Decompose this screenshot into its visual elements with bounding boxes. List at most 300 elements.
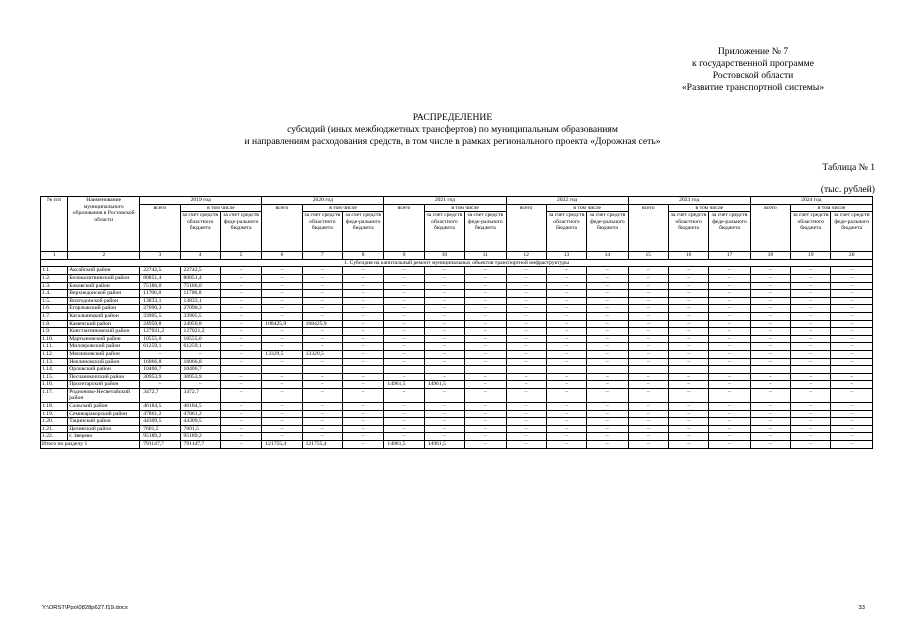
value-cell: 13833,1 xyxy=(140,297,180,305)
value-cell: – xyxy=(587,418,628,426)
header-year: 2020 год xyxy=(262,197,384,205)
municipality-name: Семикаракорский район xyxy=(68,410,140,418)
value-cell: 14961,5 xyxy=(384,441,424,449)
value-cell: – xyxy=(342,290,383,298)
municipality-name: Аксайский район xyxy=(68,267,140,275)
value-cell: – xyxy=(342,312,383,320)
value-cell: – xyxy=(587,403,628,411)
value-cell: – xyxy=(750,425,790,433)
value-cell: – xyxy=(342,297,383,305)
value-cell: – xyxy=(709,358,750,366)
value-cell: – xyxy=(506,343,546,351)
value-cell: – xyxy=(262,418,302,426)
value-cell xyxy=(384,366,424,374)
value-cell: – xyxy=(220,410,261,418)
value-cell xyxy=(750,366,790,374)
value-cell: – xyxy=(506,320,546,328)
row-number: 1.17. xyxy=(41,388,68,402)
value-cell: – xyxy=(342,358,383,366)
value-cell: – xyxy=(709,350,750,358)
row-number: 1.20. xyxy=(41,418,68,426)
header-incl: в том числе xyxy=(791,204,873,212)
value-cell: – xyxy=(302,328,342,336)
value-cell: – xyxy=(831,335,873,343)
value-cell: – xyxy=(140,350,180,358)
value-cell: – xyxy=(262,388,302,402)
header-regional: за счет средств областного бюджета xyxy=(791,212,831,252)
value-cell: – xyxy=(465,418,506,426)
value-cell: – xyxy=(220,358,261,366)
value-cell: – xyxy=(709,282,750,290)
value-cell: – xyxy=(384,274,424,282)
value-cell: – xyxy=(546,441,586,449)
header-no: № п/п xyxy=(41,197,68,252)
value-cell: – xyxy=(302,410,342,418)
value-cell: 791147,7 xyxy=(180,441,220,449)
header-incl: в том числе xyxy=(424,204,506,212)
value-cell: – xyxy=(220,274,261,282)
value-cell: 7601,5 xyxy=(180,425,220,433)
value-cell: – xyxy=(302,335,342,343)
value-cell: – xyxy=(709,433,750,441)
value-cell: – xyxy=(791,320,831,328)
value-cell: – xyxy=(831,350,873,358)
row-number: 1.2. xyxy=(41,274,68,282)
value-cell: – xyxy=(506,425,546,433)
value-cell: – xyxy=(668,381,708,389)
table-row xyxy=(41,305,873,313)
value-cell: – xyxy=(628,312,668,320)
municipality-name: Волгодонской район xyxy=(68,297,140,305)
value-cell xyxy=(220,366,261,374)
value-cell: – xyxy=(791,358,831,366)
distribution-table xyxy=(40,196,873,449)
value-cell: – xyxy=(424,335,464,343)
value-cell: – xyxy=(342,267,383,275)
value-cell: – xyxy=(628,328,668,336)
value-cell: – xyxy=(384,320,424,328)
value-cell xyxy=(831,366,873,374)
value-cell: – xyxy=(220,343,261,351)
header-total: всего xyxy=(506,204,546,252)
value-cell: – xyxy=(668,297,708,305)
value-cell: – xyxy=(587,358,628,366)
header-regional: за счет средств областного бюджета xyxy=(302,212,342,252)
value-cell: 75186,0 xyxy=(180,282,220,290)
column-index-cell: 18 xyxy=(750,252,790,260)
total-label: Итого по разделу 1 xyxy=(41,441,140,449)
value-cell: – xyxy=(587,350,628,358)
value-cell: – xyxy=(546,305,586,313)
value-cell: – xyxy=(587,290,628,298)
header-incl: в том числе xyxy=(302,204,384,212)
value-cell: – xyxy=(384,343,424,351)
value-cell: 80851,4 xyxy=(140,274,180,282)
value-cell: – xyxy=(831,388,873,402)
value-cell: – xyxy=(791,425,831,433)
value-cell: – xyxy=(587,312,628,320)
value-cell: – xyxy=(342,410,383,418)
value-cell: – xyxy=(384,312,424,320)
value-cell: – xyxy=(424,418,464,426)
value-cell: – xyxy=(709,410,750,418)
value-cell: – xyxy=(506,274,546,282)
value-cell: 121755,4 xyxy=(262,441,302,449)
row-number: 1.11. xyxy=(41,343,68,351)
value-cell: – xyxy=(587,282,628,290)
value-cell: – xyxy=(262,267,302,275)
value-cell: – xyxy=(465,403,506,411)
section-title: 1. Субсидия на капитальный ремонт муниципальных объектов транспортной инфраструктуры xyxy=(41,259,873,267)
value-cell: – xyxy=(342,305,383,313)
value-cell: – xyxy=(506,290,546,298)
value-cell: 22742,5 xyxy=(140,267,180,275)
value-cell: – xyxy=(668,343,708,351)
value-cell: – xyxy=(384,403,424,411)
column-index-cell: 20 xyxy=(831,252,873,260)
value-cell: – xyxy=(546,350,586,358)
value-cell: – xyxy=(791,403,831,411)
value-cell: – xyxy=(628,274,668,282)
value-cell: – xyxy=(750,350,790,358)
municipality-name: Сальский район xyxy=(68,403,140,411)
value-cell: – xyxy=(465,388,506,402)
value-cell: – xyxy=(628,350,668,358)
value-cell: – xyxy=(220,282,261,290)
row-number: 1.4. xyxy=(41,290,68,298)
table-row xyxy=(41,433,873,441)
value-cell: – xyxy=(220,328,261,336)
header-regional: за счет средств областного бюджета xyxy=(424,212,464,252)
value-cell: – xyxy=(546,267,586,275)
header-year: 2022 год xyxy=(506,197,628,205)
value-cell xyxy=(262,366,302,374)
value-cell: – xyxy=(465,350,506,358)
page-number: 33 xyxy=(858,605,865,611)
value-cell: – xyxy=(750,335,790,343)
value-cell: – xyxy=(506,350,546,358)
value-cell xyxy=(302,366,342,374)
value-cell: – xyxy=(546,388,586,402)
value-cell: 13833,1 xyxy=(180,297,220,305)
table-row xyxy=(41,343,873,351)
value-cell: 44309,5 xyxy=(180,418,220,426)
value-cell: – xyxy=(587,320,628,328)
value-cell: – xyxy=(668,418,708,426)
value-cell: – xyxy=(587,410,628,418)
value-cell: – xyxy=(628,305,668,313)
value-cell: – xyxy=(750,410,790,418)
value-cell: – xyxy=(424,267,464,275)
table-row xyxy=(41,418,873,426)
value-cell: – xyxy=(546,358,586,366)
value-cell: – xyxy=(587,274,628,282)
value-cell: – xyxy=(668,282,708,290)
value-cell: – xyxy=(342,433,383,441)
value-cell: – xyxy=(465,441,506,449)
value-cell: – xyxy=(628,290,668,298)
value-cell: – xyxy=(668,335,708,343)
appendix-line: к государственной программе xyxy=(692,58,814,69)
value-cell: – xyxy=(628,388,668,402)
value-cell: – xyxy=(628,320,668,328)
value-cell: – xyxy=(424,425,464,433)
table-row xyxy=(41,366,873,374)
value-cell: – xyxy=(546,381,586,389)
value-cell: – xyxy=(831,373,873,381)
value-cell: – xyxy=(262,312,302,320)
value-cell xyxy=(587,366,628,374)
value-cell: – xyxy=(506,305,546,313)
column-index-cell: 4 xyxy=(180,252,220,260)
column-index-cell: 2 xyxy=(68,252,140,260)
value-cell: – xyxy=(342,403,383,411)
value-cell: – xyxy=(424,274,464,282)
value-cell: – xyxy=(668,328,708,336)
value-cell: – xyxy=(302,425,342,433)
header-year: 2024 год xyxy=(750,197,872,205)
table-row xyxy=(41,358,873,366)
value-cell: – xyxy=(628,335,668,343)
value-cell: – xyxy=(220,441,261,449)
header-federal: за счет средств феде-рального бюджета xyxy=(342,212,383,252)
value-cell: – xyxy=(709,267,750,275)
value-cell: – xyxy=(668,312,708,320)
value-cell: – xyxy=(220,373,261,381)
value-cell: 108425,9 xyxy=(262,320,302,328)
value-cell: – xyxy=(424,388,464,402)
value-cell: – xyxy=(384,388,424,402)
value-cell: – xyxy=(546,403,586,411)
value-cell: – xyxy=(302,418,342,426)
table-row xyxy=(41,267,873,275)
column-index-cell: 14 xyxy=(587,252,628,260)
value-cell: 47861,2 xyxy=(180,410,220,418)
table-row xyxy=(41,381,873,389)
title-line: и направлениям расходования средств, в том числе в рамках регионального проекта «Дорожная сеть» xyxy=(244,136,661,147)
value-cell: – xyxy=(791,274,831,282)
column-index-cell: 10 xyxy=(424,252,464,260)
row-number: 1.5. xyxy=(41,297,68,305)
municipality-name: г. Зверево xyxy=(68,433,140,441)
value-cell: – xyxy=(384,282,424,290)
header-federal: за счет средств феде-рального бюджета xyxy=(709,212,750,252)
value-cell: – xyxy=(709,328,750,336)
header-incl: в том числе xyxy=(546,204,628,212)
table-row xyxy=(41,290,873,298)
value-cell xyxy=(465,366,506,374)
value-cell: – xyxy=(220,305,261,313)
value-cell: – xyxy=(465,381,506,389)
value-cell: – xyxy=(831,282,873,290)
table-row xyxy=(41,373,873,381)
value-cell: 95189,2 xyxy=(180,433,220,441)
value-cell: 24950,8 xyxy=(140,320,180,328)
value-cell: – xyxy=(302,433,342,441)
table-row xyxy=(41,335,873,343)
value-cell: – xyxy=(831,267,873,275)
value-cell: 791147,7 xyxy=(140,441,180,449)
value-cell: – xyxy=(750,381,790,389)
value-cell: – xyxy=(587,343,628,351)
value-cell: – xyxy=(424,290,464,298)
column-index-cell: 12 xyxy=(506,252,546,260)
value-cell: – xyxy=(465,312,506,320)
header-row-years xyxy=(41,197,873,205)
value-cell: 13329,5 xyxy=(302,350,342,358)
value-cell: – xyxy=(587,297,628,305)
municipality-name: Боковский район xyxy=(68,282,140,290)
appendix-line: «Развитие транспортной системы» xyxy=(681,82,825,93)
value-cell: – xyxy=(668,305,708,313)
value-cell: – xyxy=(506,388,546,402)
header-federal: за счет средств феде-рального бюджета xyxy=(465,212,506,252)
value-cell: – xyxy=(831,418,873,426)
units-label: (тыс. рублей) xyxy=(820,184,875,195)
value-cell: – xyxy=(342,328,383,336)
value-cell: – xyxy=(424,312,464,320)
value-cell: 30953,9 xyxy=(180,373,220,381)
value-cell: – xyxy=(750,282,790,290)
value-cell: 10555,0 xyxy=(180,335,220,343)
value-cell: – xyxy=(465,343,506,351)
row-number: 1.12. xyxy=(41,350,68,358)
value-cell: – xyxy=(791,290,831,298)
value-cell: – xyxy=(831,328,873,336)
value-cell: – xyxy=(750,433,790,441)
value-cell: – xyxy=(506,373,546,381)
value-cell: – xyxy=(750,305,790,313)
value-cell: – xyxy=(587,433,628,441)
value-cell: – xyxy=(709,418,750,426)
value-cell: – xyxy=(668,403,708,411)
value-cell: 33905,5 xyxy=(140,312,180,320)
value-cell: – xyxy=(750,290,790,298)
value-cell: – xyxy=(506,312,546,320)
value-cell: – xyxy=(791,373,831,381)
municipality-name: Мартыновский район xyxy=(68,335,140,343)
value-cell: – xyxy=(384,290,424,298)
value-cell: – xyxy=(506,381,546,389)
value-cell: – xyxy=(628,343,668,351)
value-cell: – xyxy=(668,441,708,449)
value-cell: – xyxy=(750,274,790,282)
value-cell: – xyxy=(262,290,302,298)
value-cell: – xyxy=(668,388,708,402)
value-cell: – xyxy=(668,350,708,358)
column-index-cell: 5 xyxy=(220,252,261,260)
value-cell: – xyxy=(302,267,342,275)
column-index-cell: 19 xyxy=(791,252,831,260)
value-cell: – xyxy=(506,335,546,343)
value-cell: – xyxy=(546,328,586,336)
value-cell: – xyxy=(791,328,831,336)
value-cell: – xyxy=(302,403,342,411)
value-cell: – xyxy=(791,312,831,320)
table-number: Таблица № 1 xyxy=(822,162,875,173)
value-cell: – xyxy=(587,305,628,313)
value-cell: – xyxy=(791,388,831,402)
column-index-cell: 8 xyxy=(342,252,383,260)
value-cell: – xyxy=(342,274,383,282)
value-cell: 44309,5 xyxy=(140,418,180,426)
row-number: 1.14. xyxy=(41,366,68,374)
value-cell xyxy=(546,366,586,374)
value-cell: – xyxy=(220,350,261,358)
value-cell: – xyxy=(546,433,586,441)
value-cell: – xyxy=(709,381,750,389)
value-cell: – xyxy=(424,328,464,336)
header-federal: за счет средств феде-рального бюджета xyxy=(831,212,873,252)
value-cell: – xyxy=(342,343,383,351)
value-cell: 14961,5 xyxy=(424,381,464,389)
value-cell: – xyxy=(831,403,873,411)
value-cell: 108425,9 xyxy=(302,320,342,328)
municipality-name: Белокалитвинский район xyxy=(68,274,140,282)
value-cell: – xyxy=(628,433,668,441)
value-cell: 47861,2 xyxy=(140,410,180,418)
value-cell xyxy=(628,366,668,374)
municipality-name: Песчанокопский район xyxy=(68,373,140,381)
value-cell: – xyxy=(342,441,383,449)
header-federal: за счет средств феде-рального бюджета xyxy=(587,212,628,252)
value-cell: – xyxy=(791,305,831,313)
row-number: 1.1. xyxy=(41,267,68,275)
value-cell: – xyxy=(262,403,302,411)
column-index-cell: 6 xyxy=(262,252,302,260)
value-cell: – xyxy=(302,297,342,305)
value-cell: – xyxy=(668,290,708,298)
value-cell: 80851,4 xyxy=(180,274,220,282)
row-number: 1.15. xyxy=(41,373,68,381)
header-regional: за счет средств областного бюджета xyxy=(668,212,708,252)
value-cell: 14961,5 xyxy=(424,441,464,449)
value-cell: – xyxy=(668,358,708,366)
value-cell: – xyxy=(384,410,424,418)
value-cell: – xyxy=(750,312,790,320)
value-cell: – xyxy=(220,403,261,411)
value-cell: – xyxy=(342,335,383,343)
value-cell: – xyxy=(424,358,464,366)
value-cell: – xyxy=(262,381,302,389)
value-cell: – xyxy=(628,403,668,411)
municipality-name: Кагальницкий район xyxy=(68,312,140,320)
municipality-name: Целинский район xyxy=(68,425,140,433)
value-cell: – xyxy=(302,305,342,313)
value-cell: – xyxy=(262,335,302,343)
value-cell: – xyxy=(546,373,586,381)
value-cell: 3472,7 xyxy=(180,388,220,402)
value-cell: – xyxy=(424,403,464,411)
value-cell: – xyxy=(302,282,342,290)
value-cell: – xyxy=(506,328,546,336)
value-cell: – xyxy=(750,403,790,411)
value-cell: – xyxy=(791,433,831,441)
value-cell: – xyxy=(262,373,302,381)
value-cell: – xyxy=(384,335,424,343)
municipality-name: Верхнедонской район xyxy=(68,290,140,298)
header-regional: за счет средств областного бюджета xyxy=(546,212,586,252)
value-cell: – xyxy=(384,373,424,381)
value-cell: 11706,8 xyxy=(140,290,180,298)
value-cell: 27090,3 xyxy=(140,305,180,313)
value-cell: – xyxy=(750,418,790,426)
row-number: 1.7. xyxy=(41,312,68,320)
value-cell: – xyxy=(628,441,668,449)
value-cell: – xyxy=(180,350,220,358)
value-cell: – xyxy=(709,373,750,381)
table-row xyxy=(41,425,873,433)
